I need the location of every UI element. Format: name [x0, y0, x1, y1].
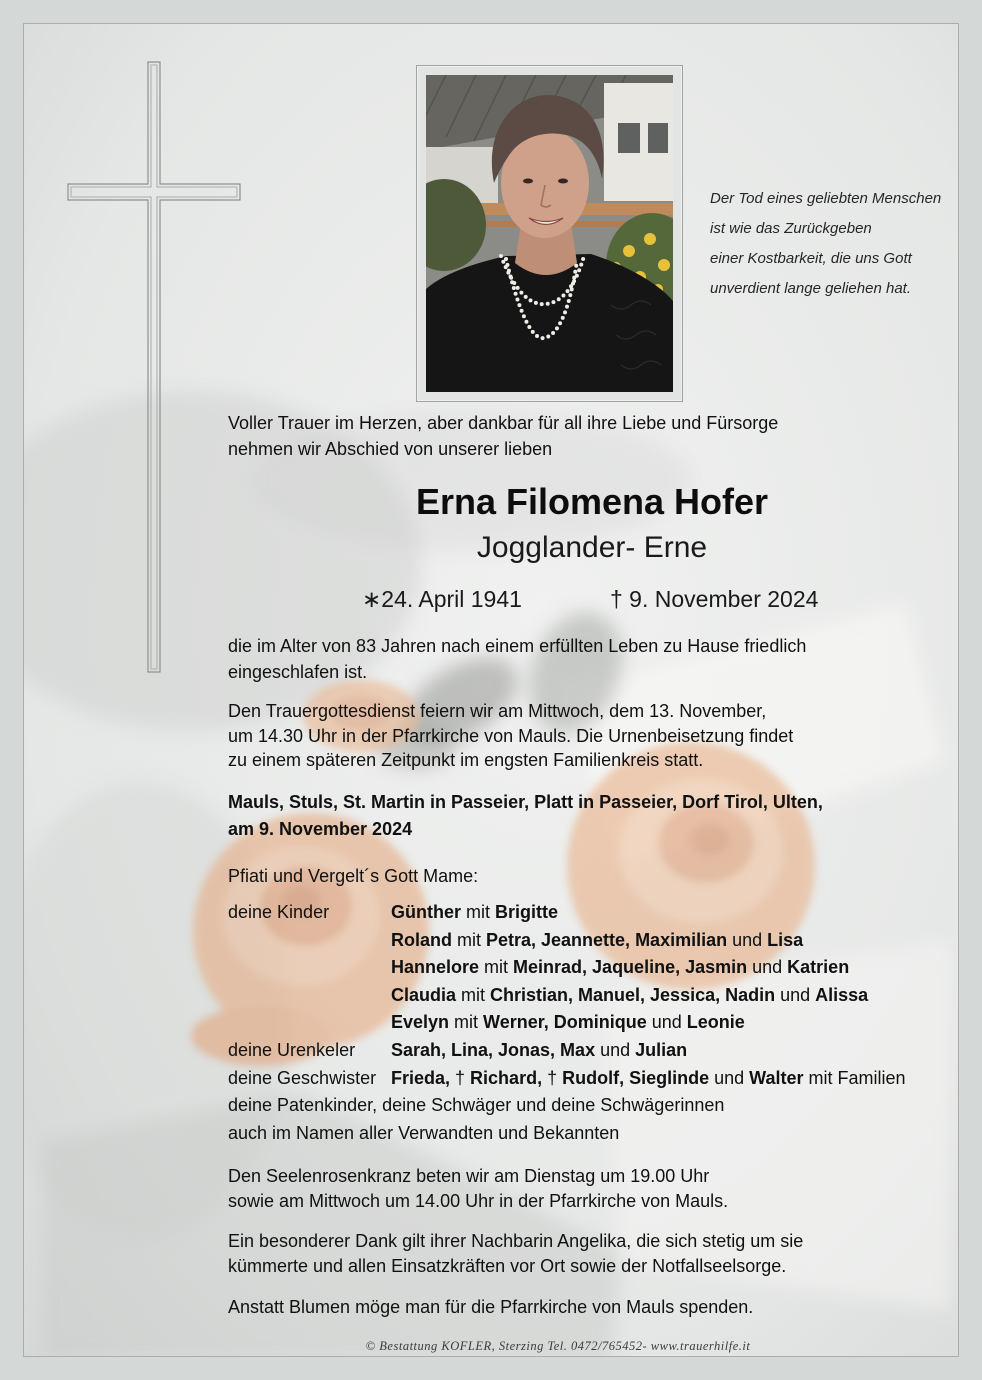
funeral-paragraph [228, 699, 793, 773]
family-member-name: Katrien [787, 957, 850, 978]
family-connector-text: und [709, 1067, 750, 1088]
paragraph-line: Mauls, Stuls, St. Martin in Passeier, Platt in Passeier, Dorf Tirol, Ulten, [228, 792, 823, 812]
portrait-photo [426, 75, 673, 392]
family-connector-text: mit Familien [803, 1067, 906, 1088]
funeral-home-footer: © Bestattung KOFLER, Sterzing Tel. 0472/765452- www.trauerhilfe.it [365, 1339, 751, 1353]
family-row [228, 1009, 906, 1037]
family-members [391, 954, 849, 982]
family-member-name: Meinrad, Jaqueline, Jasmin [513, 957, 748, 978]
paragraph-line: Ein besonderer Dank gilt ihrer Nachbarin Angelika, die sich stetig um sie [228, 1231, 804, 1251]
family-list [228, 899, 906, 1147]
family-connector-text: mit [456, 984, 491, 1005]
deceased-name: Erna Filomena Hofer [415, 481, 769, 522]
family-closing-line: deine Patenkinder, deine Schwäger und deine Schwägerinnen [228, 1095, 725, 1116]
paragraph-line: Den Seelenrosenkranz beten wir am Dienstag um 19.00 Uhr [228, 1166, 710, 1186]
death-date: † 9. November 2024 [610, 586, 819, 612]
farewell-line: Pfiati und Vergelt´s Gott Mame: [228, 866, 479, 886]
family-member-name: Claudia [391, 984, 457, 1005]
paragraph-line: sowie am Mittwoch um 14.00 Uhr in der Pfarrkirche von Mauls. [228, 1191, 729, 1211]
family-rows [228, 899, 906, 1092]
family-member-name: Rudolf, [562, 1067, 625, 1088]
family-members [391, 899, 558, 927]
family-member-name: Sieglinde [629, 1067, 710, 1088]
family-connector-text: mit [449, 1012, 484, 1033]
family-member-name: Sarah, Lina, Jonas, Max [391, 1039, 596, 1060]
intro-line: Voller Trauer im Herzen, aber dankbar für all ihre Liebe und Fürsorge [228, 413, 779, 433]
family-connector-text: und [747, 957, 788, 978]
quote-line: Der Tod eines geliebten Menschen [710, 190, 942, 207]
family-member-name: Werner, Dominique [483, 1012, 647, 1033]
family-relation-label [228, 982, 391, 1010]
family-member-name: Alissa [815, 984, 869, 1005]
family-relation-label: deine Urenkeler [228, 1039, 356, 1060]
portrait-photo-frame [416, 65, 683, 402]
family-connector-text: und [595, 1039, 636, 1060]
family-members [391, 1037, 687, 1065]
paragraph-line: zu einem späteren Zeitpunkt im engsten Familienkreis statt. [228, 750, 704, 770]
quote-line: unverdient lange geliehen hat. [710, 280, 911, 297]
family-connector-text: mit [452, 929, 486, 950]
family-member-name: Leonie [686, 1012, 745, 1033]
family-relation-label [228, 1009, 391, 1037]
family-row [228, 899, 906, 927]
family-connector-text: und [775, 984, 816, 1005]
family-member-name: Evelyn [391, 1012, 450, 1033]
family-members [391, 1009, 745, 1037]
age-paragraph [228, 633, 806, 685]
family-members [391, 982, 868, 1010]
intro-text [228, 410, 778, 462]
paragraph-line: am 9. November 2024 [228, 819, 413, 839]
family-connector-text: und [646, 1012, 687, 1033]
family-relation-label: deine Kinder [228, 902, 330, 922]
family-member-name: Hannelore [391, 957, 480, 978]
quote-line: ist wie das Zurückgeben [710, 220, 872, 237]
family-member-name: Frieda, [391, 1067, 451, 1088]
family-row [228, 927, 906, 955]
thanks-paragraph [228, 1229, 803, 1279]
deceased-nickname: Jogglander- Erne [476, 531, 708, 564]
paragraph-line: Den Trauergottesdienst feiern wir am Mittwoch, dem 13. November, [228, 701, 767, 721]
places-and-date [228, 789, 823, 843]
family-member-name: Brigitte [495, 902, 558, 922]
family-relation-label: deine Geschwister [228, 1067, 377, 1088]
paragraph-line: um 14.30 Uhr in der Pfarrkirche von Mauls. Die Urnenbeisetzung findet [228, 725, 794, 746]
family-connector-text: und [727, 929, 768, 950]
family-member-name: Richard, [470, 1067, 543, 1088]
quote-line: einer Kostbarkeit, die uns Gott [710, 250, 912, 267]
family-member-name: Roland [391, 929, 452, 950]
family-connector-text: † [542, 1067, 563, 1088]
family-row [228, 1065, 906, 1093]
family-member-name: Christian, Manuel, Jessica, Nadin [490, 984, 776, 1005]
family-member-name: Günther [391, 902, 461, 922]
family-connector-text: mit [461, 902, 495, 922]
family-row [228, 954, 906, 982]
donation-note: Anstatt Blumen möge man für die Pfarrkirche von Mauls spenden. [228, 1297, 754, 1317]
paragraph-line: eingeschlafen ist. [228, 662, 368, 682]
family-member-name: Lisa [767, 929, 804, 950]
memorial-quote [710, 184, 941, 304]
birth-date: ∗24. April 1941 [362, 586, 522, 612]
family-connector-text: mit [479, 957, 514, 978]
family-row [228, 982, 906, 1010]
paragraph-line: kümmerte und allen Einsatzkräften vor Ort sowie der Notfallseelsorge. [228, 1256, 787, 1276]
family-member-name: Julian [635, 1039, 688, 1060]
family-connector-text: † [450, 1067, 471, 1088]
family-members [391, 927, 803, 955]
family-relation-label [228, 927, 391, 955]
family-member-name: Petra, Jeannette, Maximilian [486, 929, 728, 950]
family-member-name: Walter [749, 1067, 804, 1088]
intro-line: nehmen wir Abschied von unserer lieben [228, 439, 553, 459]
family-members [391, 1065, 906, 1093]
paragraph-line: die im Alter von 83 Jahren nach einem erfüllten Leben zu Hause friedlich [228, 636, 807, 656]
family-row [228, 1037, 906, 1065]
family-relation-label [228, 954, 391, 982]
family-closing-line: auch im Namen aller Verwandten und Bekannten [228, 1122, 620, 1143]
rosary-paragraph [228, 1164, 728, 1214]
